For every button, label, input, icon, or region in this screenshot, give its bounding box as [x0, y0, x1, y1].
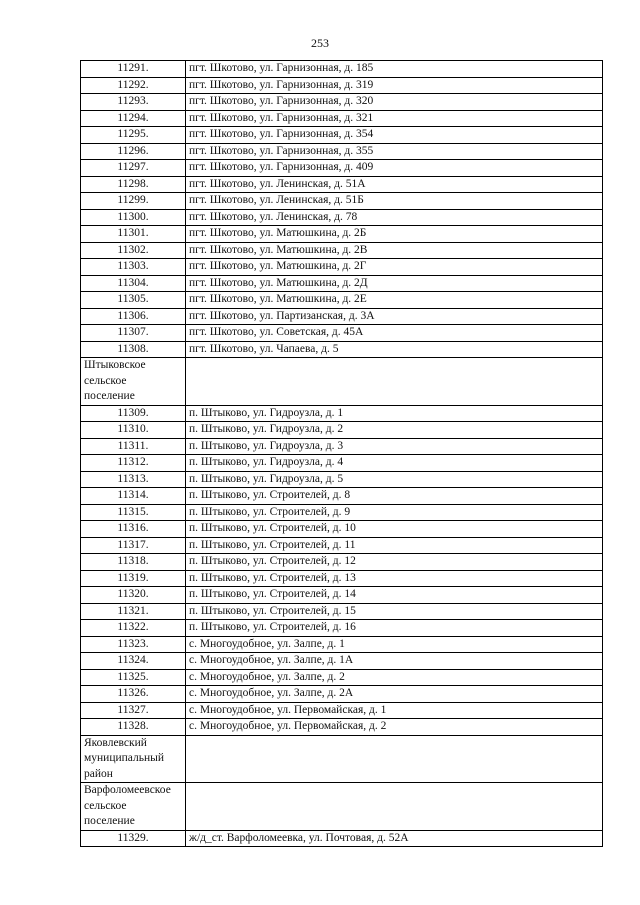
row-address: с. Многоудобное, ул. Залпе, д. 1: [186, 636, 603, 653]
row-address: пгт. Шкотово, ул. Матюшкина, д. 2В: [186, 242, 603, 259]
table-row: [81, 61, 603, 78]
section-row: [81, 783, 603, 831]
row-number: 11291.: [81, 61, 186, 78]
table-row: [81, 587, 603, 604]
row-address: пгт. Шкотово, ул. Гарнизонная, д. 355: [186, 143, 603, 160]
row-number: 11321.: [81, 603, 186, 620]
row-address: пгт. Шкотово, ул. Матюшкина, д. 2Е: [186, 292, 603, 309]
section-empty-cell: [186, 358, 603, 406]
section-empty-cell: [186, 783, 603, 831]
row-number: 11318.: [81, 554, 186, 571]
table-row: [81, 455, 603, 472]
section-label-line: сельское: [84, 799, 127, 812]
row-number: 11314.: [81, 488, 186, 505]
table-row: [81, 653, 603, 670]
row-number: 11313.: [81, 471, 186, 488]
row-number: 11302.: [81, 242, 186, 259]
table-row: [81, 554, 603, 571]
row-number: 11329.: [81, 830, 186, 847]
table-row: [81, 94, 603, 111]
row-number: 11305.: [81, 292, 186, 309]
row-address: п. Штыково, ул. Гидроузла, д. 2: [186, 422, 603, 439]
section-label-line: Штыковское: [84, 359, 146, 371]
row-address: п. Штыково, ул. Гидроузла, д. 1: [186, 405, 603, 422]
row-address: с. Многоудобное, ул. Залпе, д. 1А: [186, 653, 603, 670]
row-number: 11312.: [81, 455, 186, 472]
table-row: [81, 438, 603, 455]
row-address: пгт. Шкотово, ул. Гарнизонная, д. 320: [186, 94, 603, 111]
row-number: 11319.: [81, 570, 186, 587]
table-row: [81, 341, 603, 358]
row-number: 11316.: [81, 521, 186, 538]
row-address: пгт. Шкотово, ул. Гарнизонная, д. 185: [186, 61, 603, 78]
row-address: п. Штыково, ул. Гидроузла, д. 5: [186, 471, 603, 488]
row-number: 11320.: [81, 587, 186, 604]
row-number: 11326.: [81, 686, 186, 703]
table-row: [81, 226, 603, 243]
row-number: 11327.: [81, 702, 186, 719]
row-address: п. Штыково, ул. Строителей, д. 12: [186, 554, 603, 571]
row-number: 11317.: [81, 537, 186, 554]
row-address: п. Штыково, ул. Строителей, д. 9: [186, 504, 603, 521]
section-label: [81, 735, 186, 783]
row-number: 11328.: [81, 719, 186, 736]
row-number: 11315.: [81, 504, 186, 521]
table-row: [81, 77, 603, 94]
table-row: [81, 259, 603, 276]
table-row: [81, 242, 603, 259]
section-label-line: поселение: [84, 815, 135, 827]
row-address: пгт. Шкотово, ул. Гарнизонная, д. 319: [186, 77, 603, 94]
table-row: [81, 471, 603, 488]
table-row: [81, 275, 603, 292]
row-number: 11299.: [81, 193, 186, 210]
row-address: п. Штыково, ул. Строителей, д. 15: [186, 603, 603, 620]
table-row: [81, 160, 603, 177]
row-address: п. Штыково, ул. Гидроузла, д. 4: [186, 455, 603, 472]
table-row: [81, 209, 603, 226]
row-address: п. Штыково, ул. Строителей, д. 10: [186, 521, 603, 538]
table-row: [81, 636, 603, 653]
row-address: с. Многоудобное, ул. Первомайская, д. 1: [186, 702, 603, 719]
row-address: п. Штыково, ул. Строителей, д. 8: [186, 488, 603, 505]
row-number: 11301.: [81, 226, 186, 243]
section-label-line: сельское: [84, 374, 127, 387]
table-row: [81, 537, 603, 554]
row-number: 11308.: [81, 341, 186, 358]
table-row: [81, 143, 603, 160]
row-number: 11296.: [81, 143, 186, 160]
table-row: [81, 292, 603, 309]
row-address: пгт. Шкотово, ул. Матюшкина, д. 2Б: [186, 226, 603, 243]
table-row: [81, 702, 603, 719]
table-row: [81, 127, 603, 144]
section-empty-cell: [186, 735, 603, 783]
row-address: с. Многоудобное, ул. Первомайская, д. 2: [186, 719, 603, 736]
row-address: п. Штыково, ул. Строителей, д. 16: [186, 620, 603, 637]
row-number: 11293.: [81, 94, 186, 111]
row-address: п. Штыково, ул. Строителей, д. 11: [186, 537, 603, 554]
row-number: 11306.: [81, 308, 186, 325]
row-number: 11310.: [81, 422, 186, 439]
page-number: 253: [311, 36, 329, 50]
row-address: пгт. Шкотово, ул. Матюшкина, д. 2Д: [186, 275, 603, 292]
row-address: пгт. Шкотово, ул. Ленинская, д. 51А: [186, 176, 603, 193]
row-address: п. Штыково, ул. Строителей, д. 13: [186, 570, 603, 587]
row-address: п. Штыково, ул. Гидроузла, д. 3: [186, 438, 603, 455]
section-label-line: Варфоломеевское: [84, 784, 171, 796]
row-address: пгт. Шкотово, ул. Ленинская, д. 51Б: [186, 193, 603, 210]
section-label-line: муниципальный: [84, 752, 165, 764]
row-number: 11297.: [81, 160, 186, 177]
row-number: 11322.: [81, 620, 186, 637]
table-row: [81, 719, 603, 736]
row-address: пгт. Шкотово, ул. Партизанская, д. 3А: [186, 308, 603, 325]
row-address: пгт. Шкотово, ул. Гарнизонная, д. 354: [186, 127, 603, 144]
row-address: с. Многоудобное, ул. Залпе, д. 2: [186, 669, 603, 686]
section-label-line: район: [84, 767, 113, 780]
row-address: с. Многоудобное, ул. Залпе, д. 2А: [186, 686, 603, 703]
row-address: пгт. Шкотово, ул. Гарнизонная, д. 321: [186, 110, 603, 127]
row-number: 11307.: [81, 325, 186, 342]
section-label: [81, 358, 186, 406]
section-row: [81, 358, 603, 406]
table-row: [81, 504, 603, 521]
row-number: 11298.: [81, 176, 186, 193]
section-row: [81, 735, 603, 783]
registry-body: [81, 61, 603, 847]
row-number: 11325.: [81, 669, 186, 686]
row-number: 11295.: [81, 127, 186, 144]
table-row: [81, 669, 603, 686]
table-row: [81, 325, 603, 342]
row-number: 11303.: [81, 259, 186, 276]
table-row: [81, 686, 603, 703]
table-row: [81, 110, 603, 127]
row-number: 11323.: [81, 636, 186, 653]
row-number: 11292.: [81, 77, 186, 94]
table-row: [81, 176, 603, 193]
row-number: 11311.: [81, 438, 186, 455]
address-registry-table: [80, 60, 603, 847]
row-number: 11294.: [81, 110, 186, 127]
table-row: [81, 830, 603, 847]
table-row: [81, 521, 603, 538]
section-label-line: поселение: [84, 390, 135, 402]
section-label-line: Яковлевский: [84, 736, 147, 749]
table-row: [81, 620, 603, 637]
row-number: 11309.: [81, 405, 186, 422]
table-row: [81, 193, 603, 210]
table-row: [81, 422, 603, 439]
table-row: [81, 405, 603, 422]
row-address: пгт. Шкотово, ул. Матюшкина, д. 2Г: [186, 259, 603, 276]
table-row: [81, 603, 603, 620]
row-address: пгт. Шкотово, ул. Ленинская, д. 78: [186, 209, 603, 226]
row-address: пгт. Шкотово, ул. Гарнизонная, д. 409: [186, 160, 603, 177]
row-number: 11304.: [81, 275, 186, 292]
row-address: пгт. Шкотово, ул. Чапаева, д. 5: [186, 341, 603, 358]
row-address: п. Штыково, ул. Строителей, д. 14: [186, 587, 603, 604]
table-row: [81, 308, 603, 325]
row-number: 11300.: [81, 209, 186, 226]
section-label: [81, 783, 186, 831]
row-number: 11324.: [81, 653, 186, 670]
row-address: пгт. Шкотово, ул. Советская, д. 45А: [186, 325, 603, 342]
row-address: ж/д_ст. Варфоломеевка, ул. Почтовая, д. 52А: [186, 830, 603, 847]
table-row: [81, 488, 603, 505]
table-row: [81, 570, 603, 587]
